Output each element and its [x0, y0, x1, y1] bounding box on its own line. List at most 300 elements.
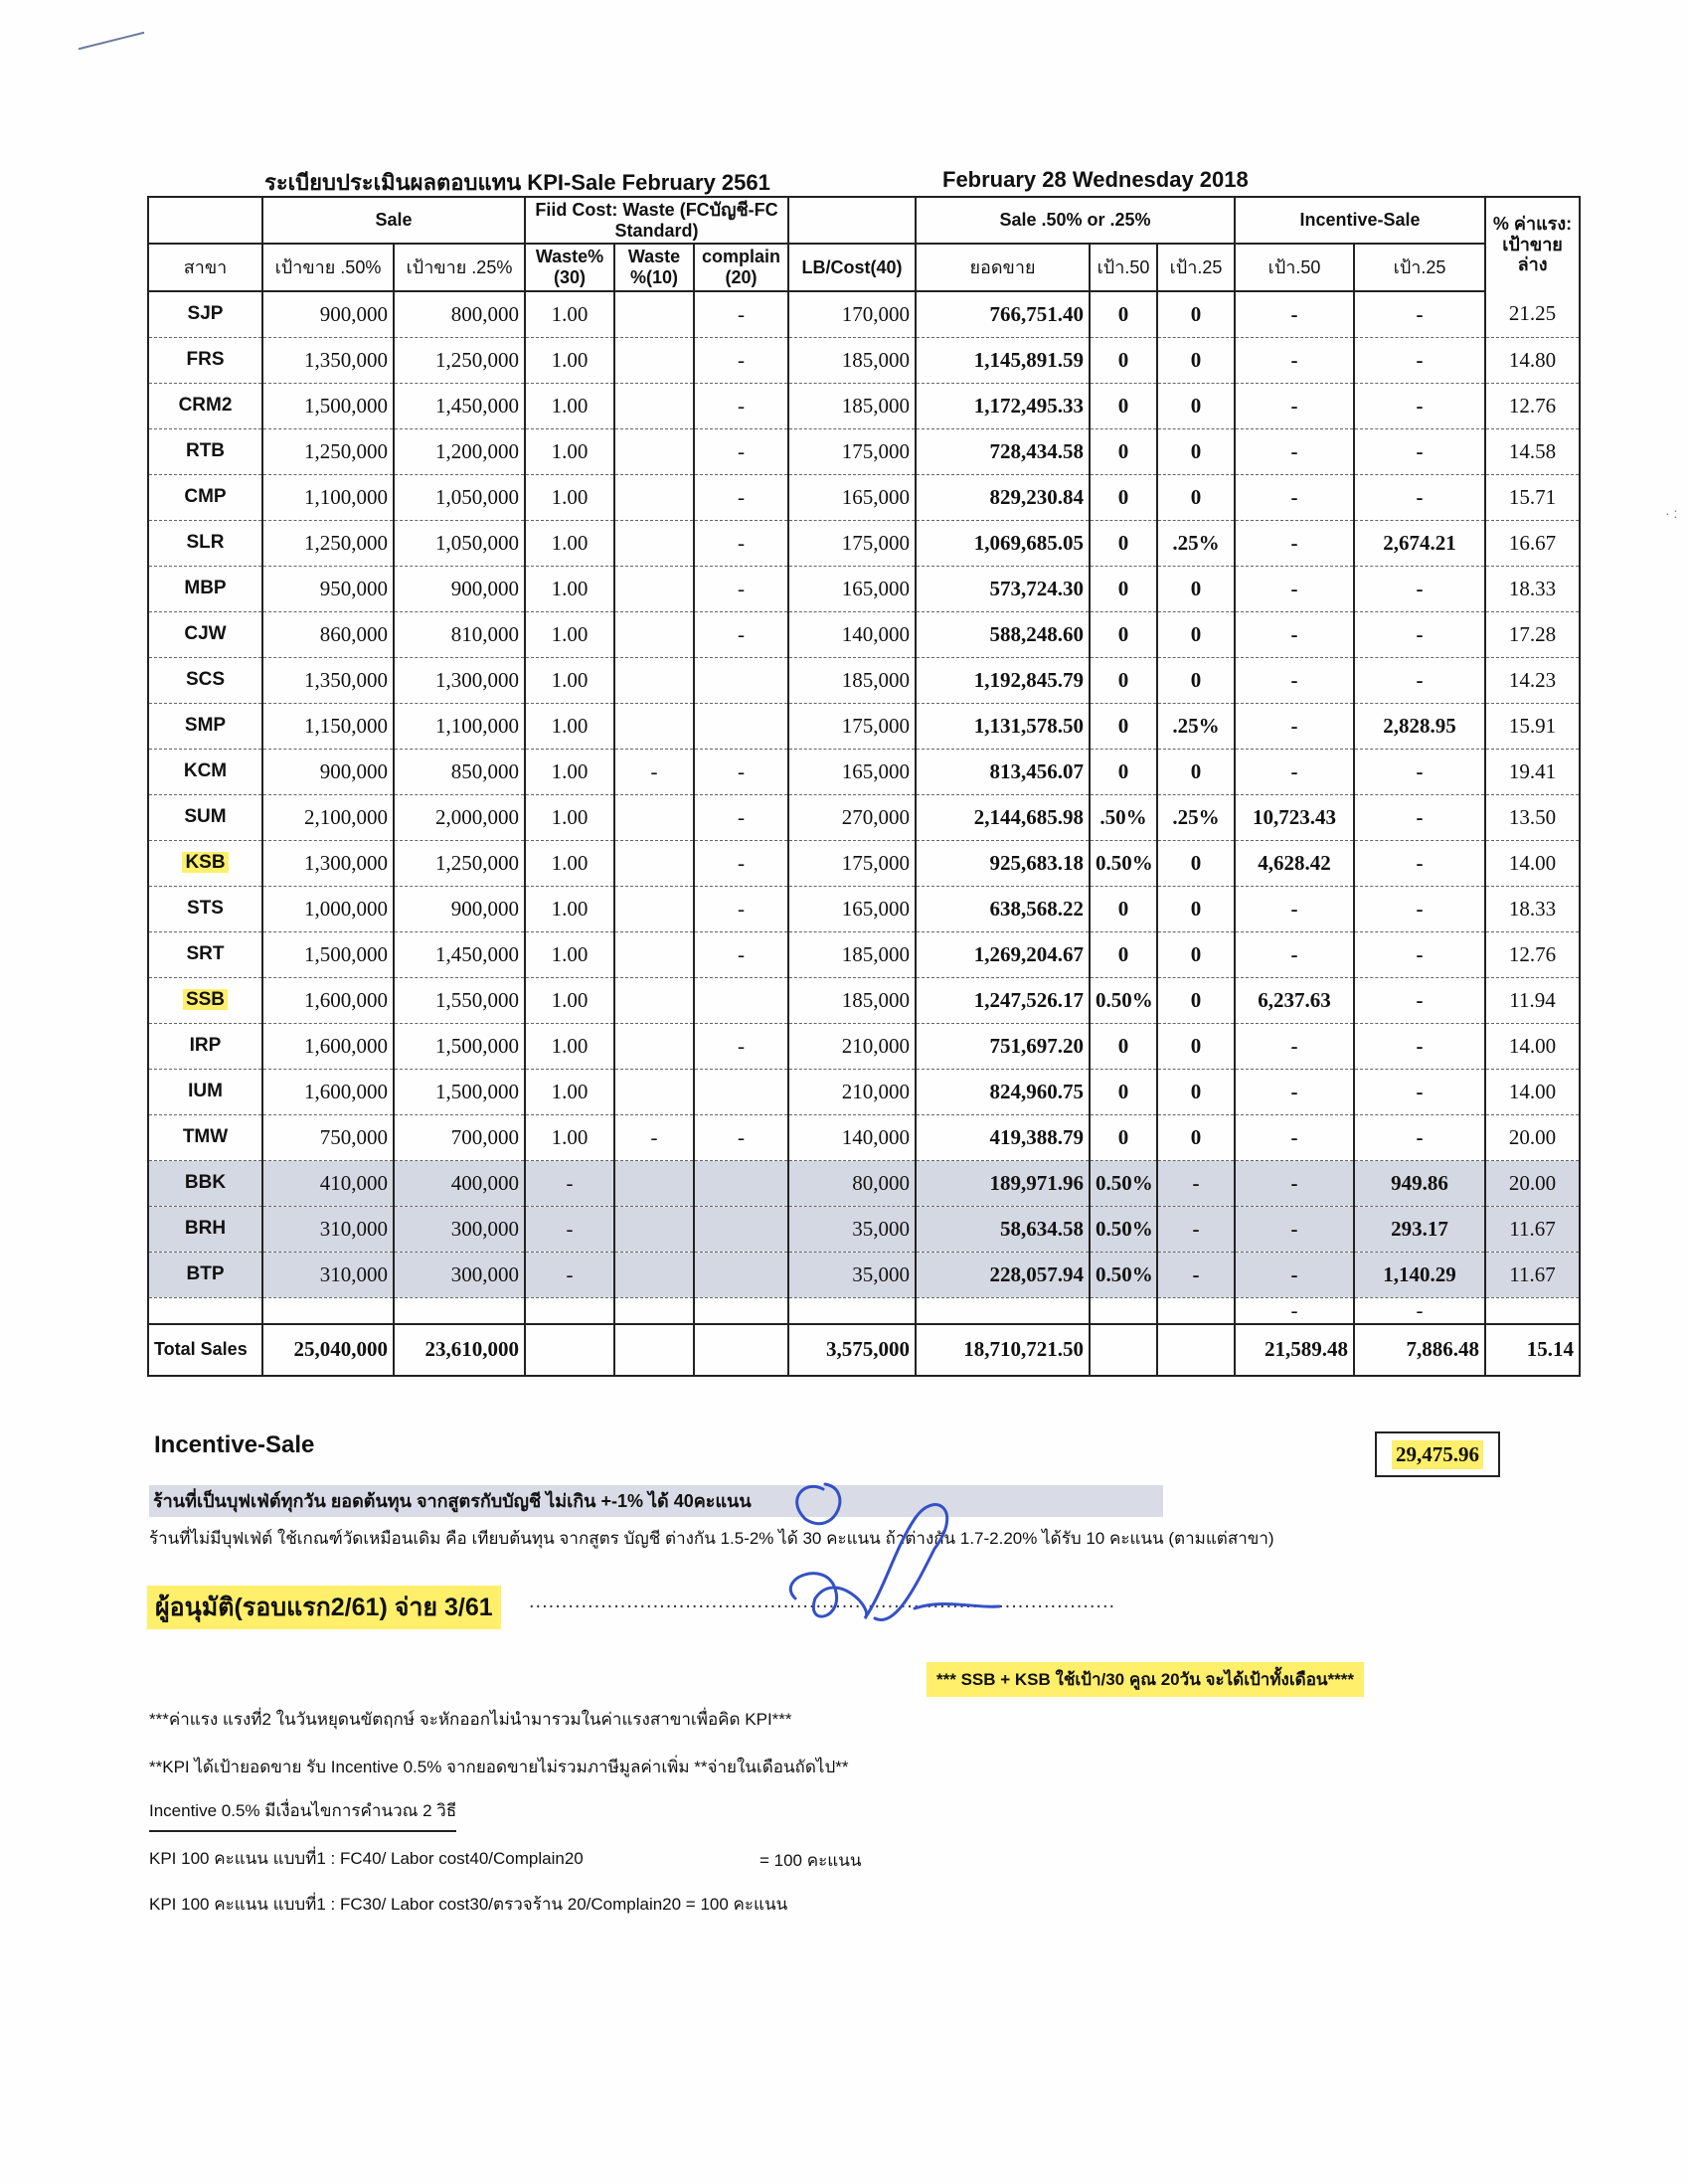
cell-target-50: 1,250,000 — [262, 428, 394, 474]
cell-waste-pct: 1.00 — [525, 703, 614, 749]
cell-complain — [694, 1252, 788, 1297]
rule-buffet: ร้านที่เป็นบุฟเฟ่ต์ทุกวัน ยอดต้นทุน จากสูตรกับบัญชี ไม่เกิน +-1% ได้ 40คะแนน — [149, 1485, 1163, 1517]
cell-sales: 1,145,891.59 — [916, 337, 1090, 383]
table-row — [148, 1114, 1580, 1160]
table-row — [148, 840, 1580, 886]
cell-hit-25: 0 — [1157, 657, 1235, 703]
blank-row — [148, 1297, 1580, 1324]
cell-target-50: 410,000 — [262, 1160, 394, 1206]
table-row — [148, 977, 1580, 1023]
cell-waste-pct: 1.00 — [525, 931, 614, 977]
cell-waste-pct: 1.00 — [525, 1023, 614, 1069]
cell-inc-50: - — [1235, 1069, 1354, 1114]
header-complain: complain (20) — [694, 244, 788, 290]
cell-labor-pct: 14.58 — [1485, 428, 1580, 474]
blank-inc-25: - — [1354, 1297, 1485, 1324]
cell-labor-pct: 20.00 — [1485, 1114, 1580, 1160]
table-row — [148, 657, 1580, 703]
cell-sales: 189,971.96 — [916, 1160, 1090, 1206]
cell-inc-50: - — [1235, 1023, 1354, 1069]
cell-hit-50: 0.50% — [1090, 840, 1157, 886]
cell-waste-10 — [614, 1069, 694, 1114]
branch-highlight: KSB — [182, 852, 228, 873]
cell-target-50: 310,000 — [262, 1206, 394, 1252]
cell-sales: 419,388.79 — [916, 1114, 1090, 1160]
cell-waste-10 — [614, 840, 694, 886]
cell-inc-25: - — [1354, 611, 1485, 657]
cell-waste-pct: 1.00 — [525, 566, 614, 611]
cell-hit-25: 0 — [1157, 977, 1235, 1023]
cell-complain: - — [694, 337, 788, 383]
cell-lb-cost: 175,000 — [788, 428, 916, 474]
total-target-50: 25,040,000 — [262, 1324, 394, 1376]
cell-target-50: 750,000 — [262, 1114, 394, 1160]
cell-waste-10 — [614, 566, 694, 611]
cell-inc-50: - — [1235, 383, 1354, 428]
cell-target-25: 400,000 — [394, 1160, 525, 1206]
cell-inc-25: - — [1354, 794, 1485, 840]
table-row — [148, 474, 1580, 520]
cell-branch: IUM — [148, 1069, 262, 1114]
cell-hit-50: 0 — [1090, 520, 1157, 566]
cell-inc-50: 6,237.63 — [1235, 977, 1354, 1023]
total-row — [148, 1324, 1580, 1376]
cell-branch: BTP — [148, 1252, 262, 1297]
cell-sales: 58,634.58 — [916, 1206, 1090, 1252]
cell-labor-pct: 12.76 — [1485, 931, 1580, 977]
cell-target-50: 1,600,000 — [262, 1069, 394, 1114]
cell-labor-pct: 19.41 — [1485, 749, 1580, 794]
cell-lb-cost: 185,000 — [788, 337, 916, 383]
header-empty — [148, 197, 262, 244]
cell-target-25: 700,000 — [394, 1114, 525, 1160]
cell-inc-25: 1,140.29 — [1354, 1252, 1485, 1297]
cell-target-25: 1,300,000 — [394, 657, 525, 703]
cell-branch: CRM2 — [148, 383, 262, 428]
cell-target-50: 1,350,000 — [262, 337, 394, 383]
cell-target-50: 1,300,000 — [262, 840, 394, 886]
cell-lb-cost: 210,000 — [788, 1069, 916, 1114]
total-labor: 15.14 — [1485, 1324, 1580, 1376]
cell-target-25: 900,000 — [394, 886, 525, 931]
cell-target-25: 800,000 — [394, 291, 525, 338]
cell-inc-50: - — [1235, 657, 1354, 703]
cell-inc-25: - — [1354, 383, 1485, 428]
cell-hit-50: 0 — [1090, 1069, 1157, 1114]
cell-waste-10 — [614, 977, 694, 1023]
cell-target-25: 2,000,000 — [394, 794, 525, 840]
cell-waste-pct: 1.00 — [525, 383, 614, 428]
cell-sales: 751,697.20 — [916, 1023, 1090, 1069]
cell-waste-pct: 1.00 — [525, 1069, 614, 1114]
cell-target-50: 1,250,000 — [262, 520, 394, 566]
cell-hit-25: 0 — [1157, 291, 1235, 338]
cell-hit-25: .25% — [1157, 703, 1235, 749]
cell-waste-pct: 1.00 — [525, 428, 614, 474]
cell-inc-50: - — [1235, 886, 1354, 931]
rule-non-buffet: ร้านที่ไม่มีบุฟเฟ่ต์ ใช้เกณฑ์วัดเหมือนเดิม คือ เทียบต้นทุน จากสูตร บัญชี ต่างกัน 1.5-2% ได้ 30 คะแนน ถ้าต่างกัน 1.7-2.20% ได้รับ 10 คะแนน (ตามแต่สาขา) — [149, 1529, 1274, 1548]
cell-labor-pct: 14.23 — [1485, 657, 1580, 703]
cell-hit-50: 0 — [1090, 337, 1157, 383]
cell-inc-25: - — [1354, 1023, 1485, 1069]
cell-complain: - — [694, 291, 788, 338]
cell-waste-10 — [614, 1160, 694, 1206]
header-branch: สาขา — [148, 244, 262, 290]
cell-waste-pct: 1.00 — [525, 977, 614, 1023]
cell-lb-cost: 185,000 — [788, 931, 916, 977]
header-lb-cost: LB/Cost(40) — [788, 244, 916, 290]
cell-complain — [694, 1160, 788, 1206]
cell-branch: SRT — [148, 931, 262, 977]
cell-lb-cost: 80,000 — [788, 1160, 916, 1206]
cell-branch — [148, 840, 262, 886]
cell-inc-25: - — [1354, 886, 1485, 931]
cell-branch: RTB — [148, 428, 262, 474]
header-hit-50: เป้า.50 — [1090, 244, 1157, 290]
cell-inc-25: 2,828.95 — [1354, 703, 1485, 749]
cell-inc-25: - — [1354, 749, 1485, 794]
cell-hit-25: .25% — [1157, 520, 1235, 566]
kpi-method-2: KPI 100 คะแนน แบบที่1 : FC30/ Labor cost30/ตรวจร้าน 20/Complain20 = 100 คะแนน — [149, 1895, 788, 1914]
cell-sales: 228,057.94 — [916, 1252, 1090, 1297]
cell-labor-pct: 16.67 — [1485, 520, 1580, 566]
kpi-method-1-result: = 100 คะแนน — [760, 1851, 862, 1870]
header-waste-pct: Waste% (30) — [525, 244, 614, 290]
cell-branch: KCM — [148, 749, 262, 794]
table-row — [148, 1069, 1580, 1114]
cell-inc-25: 293.17 — [1354, 1206, 1485, 1252]
cell-target-25: 1,450,000 — [394, 383, 525, 428]
cell-hit-25: 0 — [1157, 428, 1235, 474]
cell-waste-pct: 1.00 — [525, 886, 614, 931]
cell-inc-50: - — [1235, 703, 1354, 749]
cell-hit-25: 0 — [1157, 383, 1235, 428]
cell-sales: 2,144,685.98 — [916, 794, 1090, 840]
cell-sales: 1,131,578.50 — [916, 703, 1090, 749]
header-sale-pct: Sale .50% or .25% — [916, 197, 1235, 244]
cell-target-25: 1,050,000 — [394, 520, 525, 566]
table-row — [148, 1252, 1580, 1297]
cell-sales: 925,683.18 — [916, 840, 1090, 886]
table-row — [148, 337, 1580, 383]
cell-labor-pct: 13.50 — [1485, 794, 1580, 840]
cell-target-25: 1,450,000 — [394, 931, 525, 977]
cell-waste-10 — [614, 383, 694, 428]
cell-labor-pct: 14.00 — [1485, 1069, 1580, 1114]
cell-sales: 1,192,845.79 — [916, 657, 1090, 703]
table-row — [148, 749, 1580, 794]
cell-labor-pct: 15.71 — [1485, 474, 1580, 520]
header-target-50: เป้าขาย .50% — [262, 244, 394, 290]
cell-hit-50: 0.50% — [1090, 1206, 1157, 1252]
cell-target-50: 900,000 — [262, 749, 394, 794]
cell-target-25: 1,550,000 — [394, 977, 525, 1023]
cell-hit-25: 0 — [1157, 566, 1235, 611]
cell-waste-10 — [614, 1023, 694, 1069]
cell-branch: CMP — [148, 474, 262, 520]
table-row — [148, 886, 1580, 931]
cell-branch — [148, 977, 262, 1023]
cell-complain: - — [694, 749, 788, 794]
table-row — [148, 383, 1580, 428]
header-inc-25: เป้า.25 — [1354, 244, 1485, 290]
table-row — [148, 520, 1580, 566]
header-food-cost: Fiid Cost: Waste (FCบัญชี-FC Standard) — [525, 197, 788, 244]
table-row — [148, 931, 1580, 977]
table-row — [148, 291, 1580, 338]
cell-inc-50: - — [1235, 1206, 1354, 1252]
cell-branch: IRP — [148, 1023, 262, 1069]
cell-branch: SUM — [148, 794, 262, 840]
cell-inc-25: - — [1354, 657, 1485, 703]
cell-waste-pct: 1.00 — [525, 474, 614, 520]
table-row — [148, 611, 1580, 657]
cell-labor-pct: 15.91 — [1485, 703, 1580, 749]
cell-inc-25: - — [1354, 566, 1485, 611]
cell-lb-cost: 210,000 — [788, 1023, 916, 1069]
cell-sales: 573,724.30 — [916, 566, 1090, 611]
cell-target-25: 810,000 — [394, 611, 525, 657]
cell-labor-pct: 18.33 — [1485, 566, 1580, 611]
cell-complain — [694, 703, 788, 749]
cell-hit-25: 0 — [1157, 1023, 1235, 1069]
cell-waste-pct: - — [525, 1206, 614, 1252]
cell-lb-cost: 35,000 — [788, 1206, 916, 1252]
table-row — [148, 1160, 1580, 1206]
ssb-ksb-note: *** SSB + KSB ใช้เป้า/30 คูณ 20วัน จะได้เป้าทั้งเดือน**** — [927, 1662, 1364, 1697]
cell-waste-10 — [614, 1206, 694, 1252]
cell-lb-cost: 165,000 — [788, 749, 916, 794]
cell-target-50: 1,100,000 — [262, 474, 394, 520]
cell-inc-25: - — [1354, 337, 1485, 383]
cell-inc-50: - — [1235, 611, 1354, 657]
cell-lb-cost: 165,000 — [788, 566, 916, 611]
cell-sales: 588,248.60 — [916, 611, 1090, 657]
cell-waste-10 — [614, 520, 694, 566]
cell-inc-50: - — [1235, 749, 1354, 794]
cell-inc-50: - — [1235, 1252, 1354, 1297]
cell-lb-cost: 185,000 — [788, 977, 916, 1023]
cell-target-50: 310,000 — [262, 1252, 394, 1297]
cell-sales: 1,269,204.67 — [916, 931, 1090, 977]
cell-waste-10 — [614, 657, 694, 703]
cell-hit-50: 0.50% — [1090, 977, 1157, 1023]
cell-target-25: 1,100,000 — [394, 703, 525, 749]
cell-labor-pct: 21.25 — [1485, 291, 1580, 338]
cell-hit-25: .25% — [1157, 794, 1235, 840]
cell-target-50: 1,600,000 — [262, 1023, 394, 1069]
cell-waste-pct: 1.00 — [525, 520, 614, 566]
cell-inc-25: 2,674.21 — [1354, 520, 1485, 566]
cell-target-25: 300,000 — [394, 1206, 525, 1252]
cell-target-50: 900,000 — [262, 291, 394, 338]
cell-complain: - — [694, 840, 788, 886]
cell-lb-cost: 270,000 — [788, 794, 916, 840]
cell-sales: 1,069,685.05 — [916, 520, 1090, 566]
cell-hit-50: 0 — [1090, 383, 1157, 428]
cell-hit-50: 0 — [1090, 474, 1157, 520]
cell-hit-25: 0 — [1157, 931, 1235, 977]
cell-complain: - — [694, 931, 788, 977]
cell-branch: CJW — [148, 611, 262, 657]
cell-lb-cost: 140,000 — [788, 611, 916, 657]
cell-inc-25: - — [1354, 931, 1485, 977]
cell-hit-25: 0 — [1157, 1114, 1235, 1160]
cell-inc-25: - — [1354, 1114, 1485, 1160]
cell-waste-pct: 1.00 — [525, 749, 614, 794]
table-row — [148, 703, 1580, 749]
cell-hit-50: 0 — [1090, 931, 1157, 977]
cell-target-25: 1,250,000 — [394, 337, 525, 383]
total-target-25: 23,610,000 — [394, 1324, 525, 1376]
cell-labor-pct: 18.33 — [1485, 886, 1580, 931]
cell-labor-pct: 11.67 — [1485, 1206, 1580, 1252]
table-row — [148, 566, 1580, 611]
cell-sales: 1,172,495.33 — [916, 383, 1090, 428]
cell-sales: 728,434.58 — [916, 428, 1090, 474]
cell-sales: 1,247,526.17 — [916, 977, 1090, 1023]
cell-branch: FRS — [148, 337, 262, 383]
cell-complain: - — [694, 1114, 788, 1160]
cell-sales: 638,568.22 — [916, 886, 1090, 931]
cell-hit-25: 0 — [1157, 611, 1235, 657]
cell-lb-cost: 175,000 — [788, 520, 916, 566]
cell-labor-pct: 17.28 — [1485, 611, 1580, 657]
table-row — [148, 428, 1580, 474]
cell-labor-pct: 11.94 — [1485, 977, 1580, 1023]
cell-hit-50: 0 — [1090, 1023, 1157, 1069]
cell-target-25: 1,050,000 — [394, 474, 525, 520]
cell-target-50: 1,350,000 — [262, 657, 394, 703]
labor-note: ***ค่าแรง แรงที่2 ในวันหยุดนขัตฤกษ์ จะหักออกไม่นำมารวมในค่าแรงสาขาเพื่อคิด KPI*** — [149, 1710, 792, 1729]
cell-hit-50: 0 — [1090, 291, 1157, 338]
cell-labor-pct: 14.80 — [1485, 337, 1580, 383]
header-inc-50: เป้า.50 — [1235, 244, 1354, 290]
cell-labor-pct: 20.00 — [1485, 1160, 1580, 1206]
cell-target-25: 1,250,000 — [394, 840, 525, 886]
cell-branch: SCS — [148, 657, 262, 703]
cell-inc-50: - — [1235, 291, 1354, 338]
cell-hit-25: 0 — [1157, 474, 1235, 520]
cell-waste-10 — [614, 428, 694, 474]
cell-waste-10 — [614, 703, 694, 749]
incentive-condition: Incentive 0.5% มีเงื่อนไขการคำนวณ 2 วิธี — [149, 1797, 456, 1832]
header-target-25: เป้าขาย .25% — [394, 244, 525, 290]
cell-waste-pct: 1.00 — [525, 794, 614, 840]
cell-hit-25: - — [1157, 1160, 1235, 1206]
cell-inc-50: - — [1235, 931, 1354, 977]
table-row — [148, 1206, 1580, 1252]
cell-branch: MBP — [148, 566, 262, 611]
cell-hit-50: .50% — [1090, 794, 1157, 840]
total-sales: 18,710,721.50 — [916, 1324, 1090, 1376]
blank-inc-50: - — [1235, 1297, 1354, 1324]
cell-hit-50: 0 — [1090, 611, 1157, 657]
cell-branch: TMW — [148, 1114, 262, 1160]
cell-waste-10 — [614, 474, 694, 520]
total-inc-25: 7,886.48 — [1354, 1324, 1485, 1376]
cell-complain: - — [694, 474, 788, 520]
table-body — [148, 291, 1580, 1298]
cell-target-50: 950,000 — [262, 566, 394, 611]
cell-lb-cost: 185,000 — [788, 657, 916, 703]
document-date: February 28 Wednesday 2018 — [942, 167, 1249, 192]
kpi-table — [147, 196, 1581, 1377]
header-incentive: Incentive-Sale — [1235, 197, 1485, 244]
cell-waste-pct: 1.00 — [525, 1114, 614, 1160]
cell-target-50: 1,000,000 — [262, 886, 394, 931]
cell-waste-pct: 1.00 — [525, 611, 614, 657]
cell-sales: 824,960.75 — [916, 1069, 1090, 1114]
cell-inc-25: - — [1354, 977, 1485, 1023]
header-hit-25: เป้า.25 — [1157, 244, 1235, 290]
cell-sales: 829,230.84 — [916, 474, 1090, 520]
cell-complain — [694, 977, 788, 1023]
approver-label: ผู้อนุมัติ(รอบแรก2/61) จ่าย 3/61 — [147, 1586, 501, 1629]
cell-hit-50: 0 — [1090, 749, 1157, 794]
cell-hit-25: 0 — [1157, 886, 1235, 931]
cell-hit-50: 0 — [1090, 428, 1157, 474]
cell-inc-50: 4,628.42 — [1235, 840, 1354, 886]
cell-hit-25: 0 — [1157, 337, 1235, 383]
cell-complain: - — [694, 520, 788, 566]
cell-inc-25: - — [1354, 1069, 1485, 1114]
cell-complain: - — [694, 1023, 788, 1069]
cell-hit-25: 0 — [1157, 840, 1235, 886]
cell-branch: SMP — [148, 703, 262, 749]
kpi-method-1: KPI 100 คะแนน แบบที่1 : FC40/ Labor cost40/Complain20 — [149, 1849, 584, 1868]
cell-lb-cost: 165,000 — [788, 474, 916, 520]
cell-inc-50: - — [1235, 337, 1354, 383]
cell-waste-10 — [614, 337, 694, 383]
header-sales: ยอดขาย — [916, 244, 1090, 290]
cell-target-50: 860,000 — [262, 611, 394, 657]
cell-inc-50: - — [1235, 1160, 1354, 1206]
cell-inc-50: - — [1235, 566, 1354, 611]
cell-labor-pct: 14.00 — [1485, 840, 1580, 886]
cell-waste-10: - — [614, 749, 694, 794]
cell-waste-pct: - — [525, 1160, 614, 1206]
approver-signature-line: .......................................................................................... — [529, 1591, 1116, 1612]
total-inc-50: 21,589.48 — [1235, 1324, 1354, 1376]
cell-hit-50: 0 — [1090, 657, 1157, 703]
cell-complain: - — [694, 428, 788, 474]
cell-waste-10: - — [614, 1114, 694, 1160]
cell-hit-50: 0 — [1090, 703, 1157, 749]
cell-waste-pct: - — [525, 1252, 614, 1297]
cell-target-25: 850,000 — [394, 749, 525, 794]
cell-branch: STS — [148, 886, 262, 931]
cell-complain: - — [694, 383, 788, 428]
cell-inc-25: 949.86 — [1354, 1160, 1485, 1206]
kpi-incentive-note: **KPI ได้เป้ายอดขาย รับ Incentive 0.5% จากยอดขายไม่รวมภาษีมูลค่าเพิ่ม **จ่ายในเดือนถัดไป** — [149, 1758, 849, 1776]
cell-lb-cost: 165,000 — [788, 886, 916, 931]
scan-mark — [79, 32, 144, 50]
scan-specks: · : — [1665, 505, 1678, 521]
cell-lb-cost: 185,000 — [788, 383, 916, 428]
header-waste-10: Waste %(10) — [614, 244, 694, 290]
cell-inc-25: - — [1354, 428, 1485, 474]
cell-hit-50: 0.50% — [1090, 1160, 1157, 1206]
cell-complain: - — [694, 611, 788, 657]
cell-waste-10 — [614, 611, 694, 657]
cell-complain: - — [694, 794, 788, 840]
document-title: ระเบียบประเมินผลตอบแทน KPI-Sale February 2561 — [264, 170, 770, 195]
cell-complain: - — [694, 566, 788, 611]
cell-waste-10 — [614, 291, 694, 338]
total-lb-cost: 3,575,000 — [788, 1324, 916, 1376]
cell-waste-pct: 1.00 — [525, 657, 614, 703]
